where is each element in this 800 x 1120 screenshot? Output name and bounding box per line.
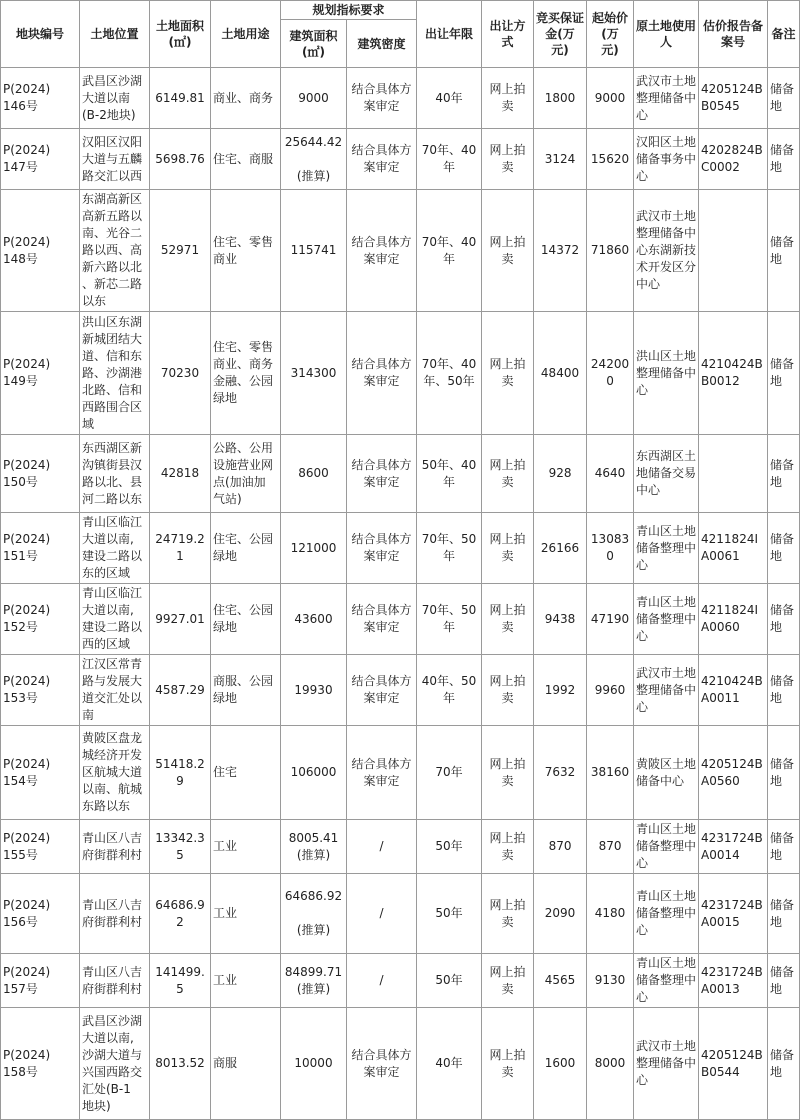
cell-usage: 商业、商务 bbox=[211, 68, 281, 129]
cell-usage: 住宅、公园 绿地 bbox=[211, 513, 281, 584]
cell-location: 青山区八吉 府街群利村 bbox=[80, 874, 150, 954]
cell-original-user: 黄陂区土地 储备中心 bbox=[634, 726, 699, 820]
cell-report-no: 4231724B A0015 bbox=[699, 874, 768, 954]
cell-parcel-no: P(2024) 147号 bbox=[1, 129, 80, 190]
cell-floor-area: 10000 bbox=[281, 1008, 347, 1120]
cell-parcel-no: P(2024) 154号 bbox=[1, 726, 80, 820]
header-report-no: 估价报告备 案号 bbox=[699, 1, 768, 68]
cell-density: 结合具体方 案审定 bbox=[347, 435, 417, 513]
header-floor-area: 建筑面积 (㎡) bbox=[281, 20, 347, 68]
cell-deposit: 928 bbox=[534, 435, 587, 513]
cell-deposit: 3124 bbox=[534, 129, 587, 190]
cell-original-user: 汉阳区土地 储备事务中 心 bbox=[634, 129, 699, 190]
cell-report-no: 4231724B A0014 bbox=[699, 820, 768, 874]
header-usage: 土地用途 bbox=[211, 1, 281, 68]
cell-floor-area: 121000 bbox=[281, 513, 347, 584]
header-planning: 规划指标要求 bbox=[281, 1, 417, 20]
cell-location: 青山区八吉 府街群利村 bbox=[80, 820, 150, 874]
table-row bbox=[1, 655, 800, 726]
cell-density: 结合具体方 案审定 bbox=[347, 129, 417, 190]
cell-report-no: 4211824I A0061 bbox=[699, 513, 768, 584]
cell-area: 141499.5 bbox=[150, 954, 211, 1008]
cell-remark: 储备 地 bbox=[768, 1008, 800, 1120]
table-row bbox=[1, 513, 800, 584]
table-row bbox=[1, 129, 800, 190]
cell-deposit: 48400 bbox=[534, 312, 587, 435]
cell-floor-area: 19930 bbox=[281, 655, 347, 726]
cell-term: 40年 bbox=[417, 1008, 482, 1120]
cell-density: 结合具体方 案审定 bbox=[347, 190, 417, 312]
cell-method: 网上拍 卖 bbox=[482, 190, 534, 312]
cell-method: 网上拍 卖 bbox=[482, 954, 534, 1008]
cell-deposit: 26166 bbox=[534, 513, 587, 584]
cell-area: 4587.29 bbox=[150, 655, 211, 726]
cell-report-no: 4205124B B0545 bbox=[699, 68, 768, 129]
cell-method: 网上拍 卖 bbox=[482, 1008, 534, 1120]
cell-density: 结合具体方 案审定 bbox=[347, 312, 417, 435]
cell-parcel-no: P(2024) 149号 bbox=[1, 312, 80, 435]
cell-location: 汉阳区汉阳 大道与五麟 路交汇以西 bbox=[80, 129, 150, 190]
cell-usage: 工业 bbox=[211, 954, 281, 1008]
cell-floor-area: 84899.71 (推算) bbox=[281, 954, 347, 1008]
header-deposit: 竞买保证 金(万 元) bbox=[534, 1, 587, 68]
cell-method: 网上拍 卖 bbox=[482, 312, 534, 435]
cell-remark: 储备 地 bbox=[768, 584, 800, 655]
cell-area: 51418.29 bbox=[150, 726, 211, 820]
cell-start-price: 870 bbox=[587, 820, 634, 874]
cell-usage: 工业 bbox=[211, 820, 281, 874]
cell-parcel-no: P(2024) 158号 bbox=[1, 1008, 80, 1120]
header-term: 出让年限 bbox=[417, 1, 482, 68]
cell-term: 50年 bbox=[417, 820, 482, 874]
cell-parcel-no: P(2024) 155号 bbox=[1, 820, 80, 874]
cell-remark: 储备 地 bbox=[768, 129, 800, 190]
cell-usage: 商服 bbox=[211, 1008, 281, 1120]
cell-area: 64686.92 bbox=[150, 874, 211, 954]
cell-original-user: 青山区土地 储备整理中 心 bbox=[634, 874, 699, 954]
cell-deposit: 1992 bbox=[534, 655, 587, 726]
cell-report-no: 4205124B A0560 bbox=[699, 726, 768, 820]
cell-floor-area: 25644.42 (推算) bbox=[281, 129, 347, 190]
cell-density: 结合具体方 案审定 bbox=[347, 584, 417, 655]
cell-original-user: 青山区土地 储备整理中 心 bbox=[634, 584, 699, 655]
header-area: 土地面积 (㎡) bbox=[150, 1, 211, 68]
cell-location: 江汉区常青 路与发展大 道交汇处以 南 bbox=[80, 655, 150, 726]
cell-report-no: 4205124B B0544 bbox=[699, 1008, 768, 1120]
cell-usage: 工业 bbox=[211, 874, 281, 954]
cell-remark: 储备 地 bbox=[768, 874, 800, 954]
cell-parcel-no: P(2024) 146号 bbox=[1, 68, 80, 129]
cell-parcel-no: P(2024) 152号 bbox=[1, 584, 80, 655]
cell-start-price: 47190 bbox=[587, 584, 634, 655]
cell-area: 13342.35 bbox=[150, 820, 211, 874]
cell-parcel-no: P(2024) 148号 bbox=[1, 190, 80, 312]
cell-report-no: 4211824I A0060 bbox=[699, 584, 768, 655]
cell-method: 网上拍 卖 bbox=[482, 726, 534, 820]
cell-term: 70年、40 年、50年 bbox=[417, 312, 482, 435]
cell-area: 24719.21 bbox=[150, 513, 211, 584]
cell-original-user: 青山区土地 储备整理中 心 bbox=[634, 820, 699, 874]
cell-density: 结合具体方 案审定 bbox=[347, 655, 417, 726]
cell-remark: 储备 地 bbox=[768, 68, 800, 129]
table-row bbox=[1, 874, 800, 954]
cell-original-user: 武汉市土地 整理储备中 心东湖新技 术开发区分 中心 bbox=[634, 190, 699, 312]
cell-parcel-no: P(2024) 151号 bbox=[1, 513, 80, 584]
cell-location: 东湖高新区 高新五路以 南、光谷二 路以西、高 新六路以北 、新芯二路 以东 bbox=[80, 190, 150, 312]
header-remark: 备注 bbox=[768, 1, 800, 68]
cell-floor-area: 314300 bbox=[281, 312, 347, 435]
cell-usage: 公路、公用 设施营业网 点(加油加 气站) bbox=[211, 435, 281, 513]
cell-term: 70年 bbox=[417, 726, 482, 820]
table-row bbox=[1, 312, 800, 435]
cell-floor-area: 64686.92 (推算) bbox=[281, 874, 347, 954]
cell-density: 结合具体方 案审定 bbox=[347, 513, 417, 584]
cell-density: 结合具体方 案审定 bbox=[347, 68, 417, 129]
table-row bbox=[1, 954, 800, 1008]
cell-usage: 住宅 bbox=[211, 726, 281, 820]
header-parcel-no: 地块编号 bbox=[1, 1, 80, 68]
cell-floor-area: 43600 bbox=[281, 584, 347, 655]
cell-original-user: 青山区土地 储备整理中 心 bbox=[634, 954, 699, 1008]
cell-remark: 储备 地 bbox=[768, 954, 800, 1008]
cell-density: 结合具体方 案审定 bbox=[347, 1008, 417, 1120]
cell-location: 青山区八吉 府街群利村 bbox=[80, 954, 150, 1008]
cell-report-no: 4210424B A0011 bbox=[699, 655, 768, 726]
cell-deposit: 2090 bbox=[534, 874, 587, 954]
header-method: 出让方 式 bbox=[482, 1, 534, 68]
cell-start-price: 9000 bbox=[587, 68, 634, 129]
cell-deposit: 14372 bbox=[534, 190, 587, 312]
cell-term: 70年、50 年 bbox=[417, 513, 482, 584]
cell-usage: 住宅、零售 商业 bbox=[211, 190, 281, 312]
cell-remark: 储备 地 bbox=[768, 513, 800, 584]
cell-start-price: 9130 bbox=[587, 954, 634, 1008]
cell-report-no bbox=[699, 435, 768, 513]
cell-report-no: 4202824B C0002 bbox=[699, 129, 768, 190]
cell-area: 52971 bbox=[150, 190, 211, 312]
cell-start-price: 15620 bbox=[587, 129, 634, 190]
cell-location: 东西湖区新 沟镇街县汉 路以北、县 河二路以东 bbox=[80, 435, 150, 513]
cell-report-no: 4210424B B0012 bbox=[699, 312, 768, 435]
cell-term: 70年、50 年 bbox=[417, 584, 482, 655]
cell-location: 青山区临江 大道以南, 建设二路以 东的区域 bbox=[80, 513, 150, 584]
cell-usage: 商服、公园 绿地 bbox=[211, 655, 281, 726]
cell-original-user: 洪山区土地 整理储备中 心 bbox=[634, 312, 699, 435]
header-density: 建筑密度 bbox=[347, 20, 417, 68]
cell-method: 网上拍 卖 bbox=[482, 435, 534, 513]
header-start-price: 起始价 (万 元) bbox=[587, 1, 634, 68]
cell-density: 结合具体方 案审定 bbox=[347, 726, 417, 820]
cell-term: 50年 bbox=[417, 954, 482, 1008]
cell-area: 6149.81 bbox=[150, 68, 211, 129]
cell-original-user: 武汉市土地 整理储备中 心 bbox=[634, 655, 699, 726]
cell-location: 武昌区沙湖 大道以南 (B-2地块) bbox=[80, 68, 150, 129]
cell-method: 网上拍 卖 bbox=[482, 584, 534, 655]
cell-term: 50年 bbox=[417, 874, 482, 954]
cell-original-user: 武汉市土地 整理储备中 心 bbox=[634, 68, 699, 129]
cell-parcel-no: P(2024) 150号 bbox=[1, 435, 80, 513]
cell-term: 40年 bbox=[417, 68, 482, 129]
cell-usage: 住宅、商服 bbox=[211, 129, 281, 190]
cell-remark: 储备 地 bbox=[768, 312, 800, 435]
cell-remark: 储备 地 bbox=[768, 820, 800, 874]
table-row bbox=[1, 726, 800, 820]
cell-floor-area: 115741 bbox=[281, 190, 347, 312]
cell-original-user: 东西湖区土 地储备交易 中心 bbox=[634, 435, 699, 513]
cell-start-price: 4640 bbox=[587, 435, 634, 513]
cell-location: 青山区临江 大道以南, 建设二路以 西的区域 bbox=[80, 584, 150, 655]
cell-area: 70230 bbox=[150, 312, 211, 435]
cell-method: 网上拍 卖 bbox=[482, 655, 534, 726]
cell-parcel-no: P(2024) 153号 bbox=[1, 655, 80, 726]
header-original-user: 原土地使用 人 bbox=[634, 1, 699, 68]
cell-method: 网上拍 卖 bbox=[482, 513, 534, 584]
cell-method: 网上拍 卖 bbox=[482, 820, 534, 874]
cell-density: / bbox=[347, 874, 417, 954]
cell-term: 70年、40 年 bbox=[417, 129, 482, 190]
table-row bbox=[1, 68, 800, 129]
cell-deposit: 1600 bbox=[534, 1008, 587, 1120]
cell-term: 40年、50 年 bbox=[417, 655, 482, 726]
cell-area: 8013.52 bbox=[150, 1008, 211, 1120]
cell-term: 70年、40 年 bbox=[417, 190, 482, 312]
cell-floor-area: 8005.41 (推算) bbox=[281, 820, 347, 874]
cell-method: 网上拍 卖 bbox=[482, 68, 534, 129]
cell-location: 洪山区东湖 新城团结大 道、信和东 路、沙湖港 北路、信和 西路围合区 域 bbox=[80, 312, 150, 435]
cell-start-price: 38160 bbox=[587, 726, 634, 820]
cell-area: 42818 bbox=[150, 435, 211, 513]
cell-parcel-no: P(2024) 156号 bbox=[1, 874, 80, 954]
cell-report-no: 4231724B A0013 bbox=[699, 954, 768, 1008]
cell-floor-area: 106000 bbox=[281, 726, 347, 820]
cell-remark: 储备 地 bbox=[768, 655, 800, 726]
table-row bbox=[1, 1008, 800, 1120]
cell-usage: 住宅、公园 绿地 bbox=[211, 584, 281, 655]
cell-floor-area: 9000 bbox=[281, 68, 347, 129]
cell-report-no bbox=[699, 190, 768, 312]
cell-density: / bbox=[347, 820, 417, 874]
cell-density: / bbox=[347, 954, 417, 1008]
table-row bbox=[1, 584, 800, 655]
cell-floor-area: 8600 bbox=[281, 435, 347, 513]
cell-location: 武昌区沙湖 大道以南, 沙湖大道与 兴国西路交 汇处(B-1 地块) bbox=[80, 1008, 150, 1120]
cell-usage: 住宅、零售 商业、商务 金融、公园 绿地 bbox=[211, 312, 281, 435]
table-row bbox=[1, 435, 800, 513]
cell-start-price: 242000 bbox=[587, 312, 634, 435]
table-row bbox=[1, 820, 800, 874]
cell-original-user: 青山区土地 储备整理中 心 bbox=[634, 513, 699, 584]
cell-location: 黄陂区盘龙 城经济开发 区航城大道 以南、航城 东路以东 bbox=[80, 726, 150, 820]
cell-parcel-no: P(2024) 157号 bbox=[1, 954, 80, 1008]
cell-start-price: 9960 bbox=[587, 655, 634, 726]
cell-remark: 储备 地 bbox=[768, 190, 800, 312]
cell-method: 网上拍 卖 bbox=[482, 129, 534, 190]
table-row bbox=[1, 190, 800, 312]
cell-original-user: 武汉市土地 整理储备中 心 bbox=[634, 1008, 699, 1120]
cell-start-price: 130830 bbox=[587, 513, 634, 584]
cell-start-price: 4180 bbox=[587, 874, 634, 954]
cell-deposit: 4565 bbox=[534, 954, 587, 1008]
cell-deposit: 870 bbox=[534, 820, 587, 874]
cell-method: 网上拍 卖 bbox=[482, 874, 534, 954]
cell-deposit: 7632 bbox=[534, 726, 587, 820]
cell-start-price: 8000 bbox=[587, 1008, 634, 1120]
cell-deposit: 1800 bbox=[534, 68, 587, 129]
cell-start-price: 71860 bbox=[587, 190, 634, 312]
header-location: 土地位置 bbox=[80, 1, 150, 68]
cell-term: 50年、40 年 bbox=[417, 435, 482, 513]
cell-deposit: 9438 bbox=[534, 584, 587, 655]
cell-remark: 储备 地 bbox=[768, 726, 800, 820]
cell-area: 9927.01 bbox=[150, 584, 211, 655]
cell-remark: 储备 地 bbox=[768, 435, 800, 513]
cell-area: 5698.76 bbox=[150, 129, 211, 190]
